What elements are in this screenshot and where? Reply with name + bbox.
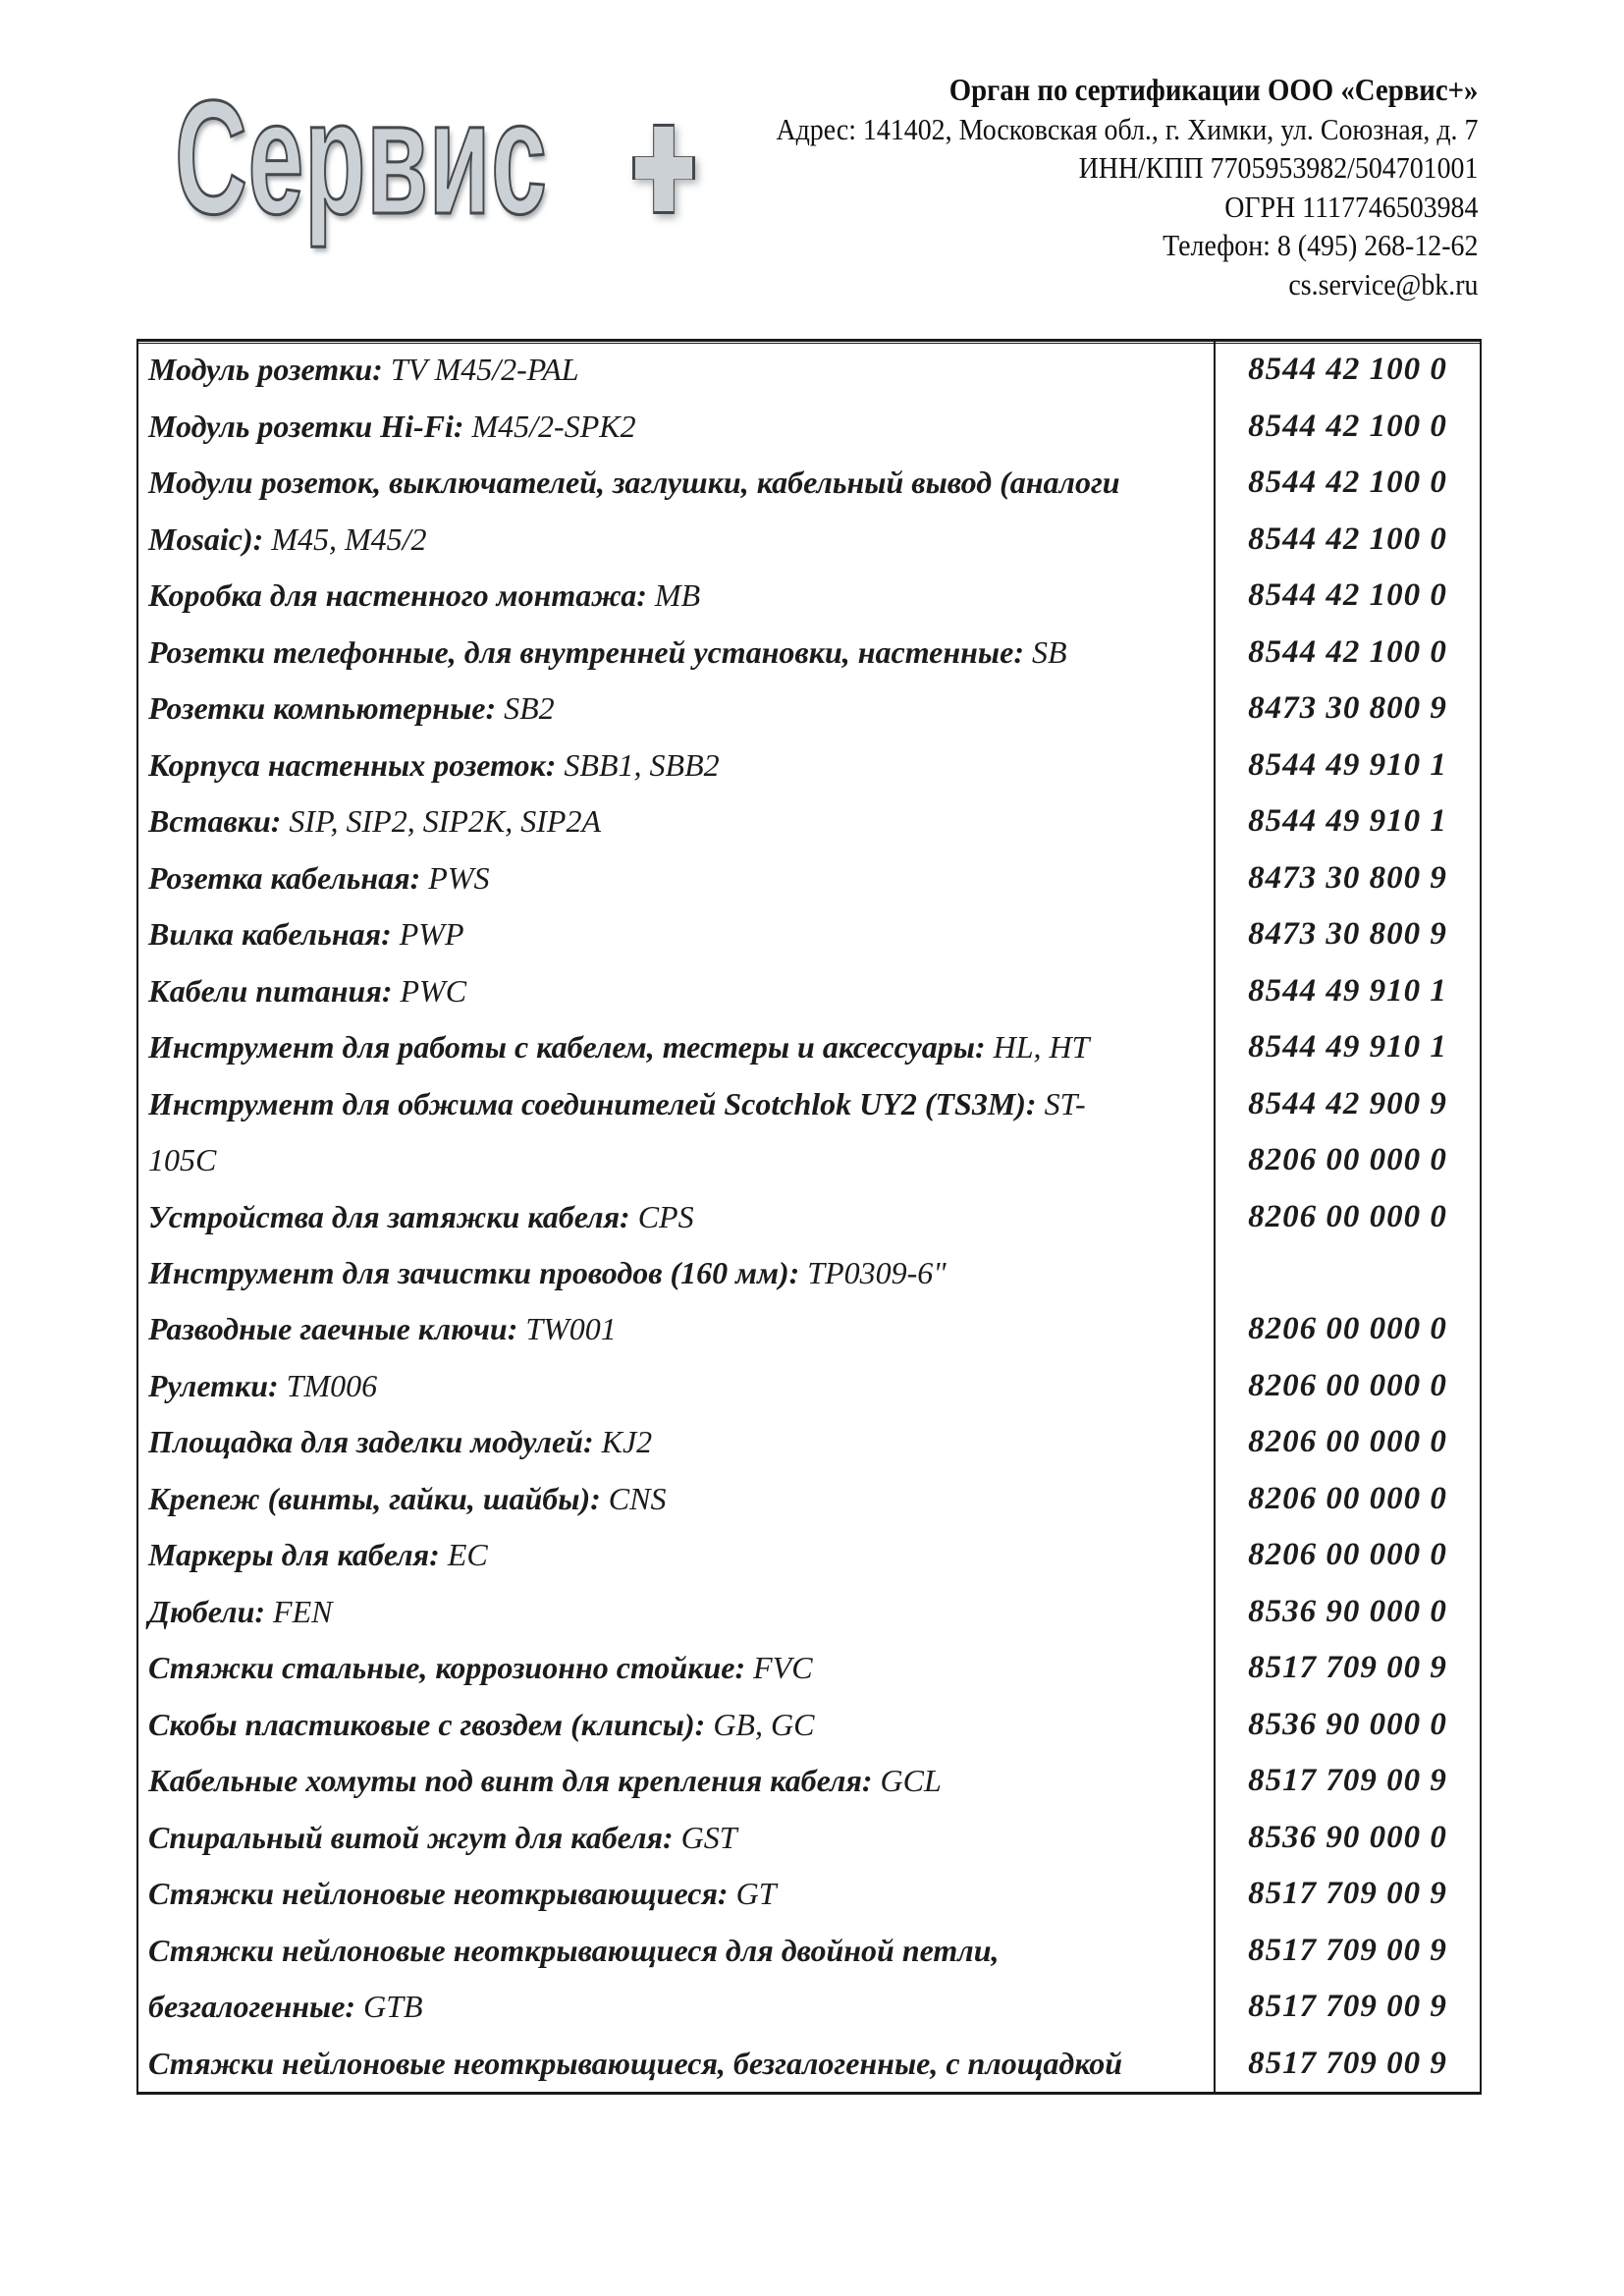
row-description xyxy=(138,577,1214,614)
row-code: 8544 42 100 0 xyxy=(1248,633,1447,670)
row-code: 8544 49 910 1 xyxy=(1248,972,1447,1009)
row-category: Стяжки нейлоновые неоткрывающиеся: xyxy=(148,1876,729,1912)
row-code: 8517 709 00 9 xyxy=(1248,2045,1447,2081)
table-row xyxy=(138,1979,1480,2035)
row-description xyxy=(138,1989,1214,2025)
row-description xyxy=(138,521,1214,558)
table-row xyxy=(138,398,1480,454)
row-description xyxy=(138,1820,1214,1856)
row-code: 8544 42 100 0 xyxy=(1248,408,1447,444)
row-code: 8544 49 910 1 xyxy=(1248,1029,1447,1066)
row-models: TV M45/2-PAL xyxy=(382,352,579,388)
row-description xyxy=(138,1537,1214,1573)
row-description xyxy=(138,1707,1214,1743)
row-category: Кабели питания: xyxy=(148,972,393,1009)
row-models: ST- xyxy=(1036,1085,1086,1121)
row-code: 8517 709 00 9 xyxy=(1248,1989,1447,2025)
table-row xyxy=(138,1132,1480,1188)
row-category: Скобы пластиковые с гвоздем (клипсы): xyxy=(148,1706,706,1742)
row-code: 8517 709 00 9 xyxy=(1248,1763,1447,1799)
address-line: Адрес: 141402, Московская обл., г. Химки, ул. Союзная, д. 7 xyxy=(775,111,1478,146)
table-row xyxy=(138,568,1480,624)
row-code: 8544 42 100 0 xyxy=(1248,352,1447,388)
table-row xyxy=(138,962,1480,1018)
row-models: GTB xyxy=(355,1989,423,2025)
row-description xyxy=(138,1255,1214,1291)
row-code: 8206 00 000 0 xyxy=(1248,1142,1447,1178)
row-code: 8544 42 100 0 xyxy=(1248,577,1447,614)
row-category: Устройства для затяжки кабеля: xyxy=(148,1198,630,1234)
table-row xyxy=(138,849,1480,905)
table-row xyxy=(138,1753,1480,1809)
row-code: 8536 90 000 0 xyxy=(1248,1706,1447,1742)
row-category: Инструмент для работы с кабелем, тестеры и аксессуары: xyxy=(148,1029,986,1066)
row-category: Розетка кабельная: xyxy=(148,859,421,896)
inn-kpp-line: ИНН/КПП 7705953982/504701001 xyxy=(1078,150,1478,185)
row-models: SB2 xyxy=(496,690,555,727)
row-models: PWP xyxy=(391,916,464,953)
row-category: Спиральный витой жгут для кабеля: xyxy=(148,1819,674,1855)
row-description xyxy=(138,1594,1214,1630)
row-models: TP0309-6" xyxy=(799,1254,947,1290)
row-description xyxy=(138,465,1214,501)
row-category: Инструмент для зачистки проводов (160 мм): xyxy=(148,1254,800,1290)
row-code: 8536 90 000 0 xyxy=(1248,1593,1447,1629)
row-description xyxy=(138,352,1214,388)
table-row xyxy=(138,511,1480,567)
row-description xyxy=(138,747,1214,784)
row-category: Инструмент для обжима соединителей Scotchlok UY2 (TS3M): xyxy=(148,1085,1037,1121)
row-description xyxy=(138,1650,1214,1686)
table-row xyxy=(138,1414,1480,1470)
row-code: 8517 709 00 9 xyxy=(1248,1932,1447,1968)
row-description xyxy=(138,1424,1214,1460)
row-category: Вставки: xyxy=(148,803,282,840)
row-description xyxy=(138,1311,1214,1347)
row-description xyxy=(138,1933,1214,1969)
row-category: Кабельные хомуты под винт для крепления кабеля: xyxy=(148,1763,873,1799)
row-category: Розетки компьютерные: xyxy=(148,690,497,727)
row-category: Дюбели: xyxy=(148,1593,266,1629)
row-models: EC xyxy=(439,1537,488,1573)
row-models: GST xyxy=(673,1819,737,1855)
row-description xyxy=(138,860,1214,897)
table-row xyxy=(138,1188,1480,1244)
row-models: GCL xyxy=(872,1763,942,1799)
table-row xyxy=(138,1358,1480,1414)
row-models: PWC xyxy=(392,972,467,1009)
table-row xyxy=(138,1527,1480,1583)
row-models: 105C xyxy=(148,1142,217,1178)
plus-cross-icon xyxy=(632,124,695,214)
row-models: CNS xyxy=(600,1480,667,1516)
row-models: FVC xyxy=(745,1650,813,1686)
row-models: SBB1, SBB2 xyxy=(556,746,720,783)
row-description xyxy=(138,1368,1214,1404)
row-models: M45, M45/2 xyxy=(263,520,427,557)
row-category: Коробка для настенного монтажа: xyxy=(148,577,647,614)
row-description xyxy=(138,1029,1214,1066)
email-address: cs.service@bk.ru xyxy=(1287,266,1478,301)
row-code: 8517 709 00 9 xyxy=(1248,1876,1447,1912)
table-row xyxy=(138,2036,1480,2092)
row-description xyxy=(138,1481,1214,1517)
row-description xyxy=(138,803,1214,840)
row-code: 8206 00 000 0 xyxy=(1248,1480,1447,1516)
table-row xyxy=(138,1245,1480,1301)
table-row xyxy=(138,1866,1480,1922)
row-code: 8206 00 000 0 xyxy=(1248,1198,1447,1234)
row-description xyxy=(138,973,1214,1010)
table-row xyxy=(138,737,1480,793)
table-row xyxy=(138,1923,1480,1979)
plus-cross-fill xyxy=(635,127,692,211)
row-models: SIP, SIP2, SIP2K, SIP2A xyxy=(281,803,601,840)
row-description xyxy=(138,1142,1214,1178)
row-description xyxy=(138,690,1214,727)
row-category: Разводные гаечные ключи: xyxy=(148,1311,518,1347)
row-models: M45/2-SPK2 xyxy=(463,408,636,444)
row-code: 8517 709 00 9 xyxy=(1248,1650,1447,1686)
table-row xyxy=(138,1019,1480,1075)
row-category: Модуль розетки: xyxy=(148,352,383,388)
row-description xyxy=(138,1763,1214,1799)
row-category: Стяжки нейлоновые неоткрывающиеся для двойной петли, xyxy=(148,1932,1000,1968)
table-row xyxy=(138,681,1480,737)
row-models: HL, HT xyxy=(985,1029,1090,1066)
row-code: 8544 49 910 1 xyxy=(1248,746,1447,783)
row-category: Стяжки нейлоновые неоткрывающиеся, безгалогенные, с площадкой xyxy=(148,2045,1123,2081)
row-category: Вилка кабельная: xyxy=(148,916,392,953)
row-models: MB xyxy=(646,577,701,614)
ogrn-line: ОГРН 1117746503984 xyxy=(1223,189,1478,224)
table-row xyxy=(138,342,1480,398)
row-category: безгалогенные: xyxy=(148,1989,356,2025)
table-row xyxy=(138,1075,1480,1131)
row-code: 8206 00 000 0 xyxy=(1248,1367,1447,1403)
row-description xyxy=(138,409,1214,445)
row-description xyxy=(138,1876,1214,1912)
row-description xyxy=(138,634,1214,671)
row-code: 8473 30 800 9 xyxy=(1248,916,1447,953)
row-code: 8536 90 000 0 xyxy=(1248,1819,1447,1855)
row-models: GT xyxy=(728,1876,777,1912)
table-body xyxy=(138,342,1480,2092)
row-code: 8206 00 000 0 xyxy=(1248,1537,1447,1573)
row-category: Стяжки стальные, коррозионно стойкие: xyxy=(148,1650,746,1686)
row-code: 8473 30 800 9 xyxy=(1248,859,1447,896)
table-row xyxy=(138,1810,1480,1866)
table-row xyxy=(138,1697,1480,1753)
row-category: Рулетки: xyxy=(148,1367,279,1403)
row-code: 8544 42 900 9 xyxy=(1248,1085,1447,1121)
row-models: CPS xyxy=(629,1198,694,1234)
row-models: TM006 xyxy=(278,1367,378,1403)
table-row xyxy=(138,1584,1480,1640)
row-category: Модули розеток, выключателей, заглушки, кабельный вывод (аналоги xyxy=(148,465,1120,501)
org-name-line: Орган по сертификации ООО «Сервис+» xyxy=(948,72,1478,107)
table-row xyxy=(138,906,1480,962)
row-category: Корпуса настенных розеток: xyxy=(148,746,557,783)
row-code: 8206 00 000 0 xyxy=(1248,1424,1447,1460)
row-category: Площадка для заделки модулей: xyxy=(148,1424,594,1460)
row-models: KJ2 xyxy=(593,1424,653,1460)
row-category: Розетки телефонные, для внутренней установки, настенные: xyxy=(148,633,1024,670)
phone-line: Телефон: 8 (495) 268-12-62 xyxy=(1162,228,1478,262)
table-row xyxy=(138,793,1480,849)
table-row xyxy=(138,1640,1480,1696)
table-row xyxy=(138,624,1480,680)
row-category: Модуль розетки Hi-Fi: xyxy=(148,408,464,444)
letterhead-header xyxy=(776,71,1478,303)
row-category: Крепеж (винты, гайки, шайбы): xyxy=(148,1480,601,1516)
column-divider xyxy=(1214,342,1216,2092)
row-models: GB, GC xyxy=(705,1706,815,1742)
table-row xyxy=(138,455,1480,511)
row-description xyxy=(138,2046,1214,2082)
row-models: TW001 xyxy=(517,1311,617,1347)
company-logo: Сервис xyxy=(175,67,548,247)
row-code: 8206 00 000 0 xyxy=(1248,1311,1447,1347)
row-description xyxy=(138,1199,1214,1235)
products-codes-table xyxy=(136,339,1482,2095)
table-row xyxy=(138,1471,1480,1527)
row-models: PWS xyxy=(420,859,490,896)
row-code: 8544 42 100 0 xyxy=(1248,520,1447,557)
row-code: 8544 42 100 0 xyxy=(1248,465,1447,501)
row-code: 8544 49 910 1 xyxy=(1248,803,1447,840)
row-description xyxy=(138,916,1214,953)
row-models: FEN xyxy=(265,1593,333,1629)
row-description xyxy=(138,1086,1214,1122)
row-code: 8473 30 800 9 xyxy=(1248,690,1447,727)
row-category: Маркеры для кабеля: xyxy=(148,1537,440,1573)
row-category: Mosaic): xyxy=(148,520,264,557)
row-models: SB xyxy=(1023,633,1067,670)
table-row xyxy=(138,1301,1480,1357)
